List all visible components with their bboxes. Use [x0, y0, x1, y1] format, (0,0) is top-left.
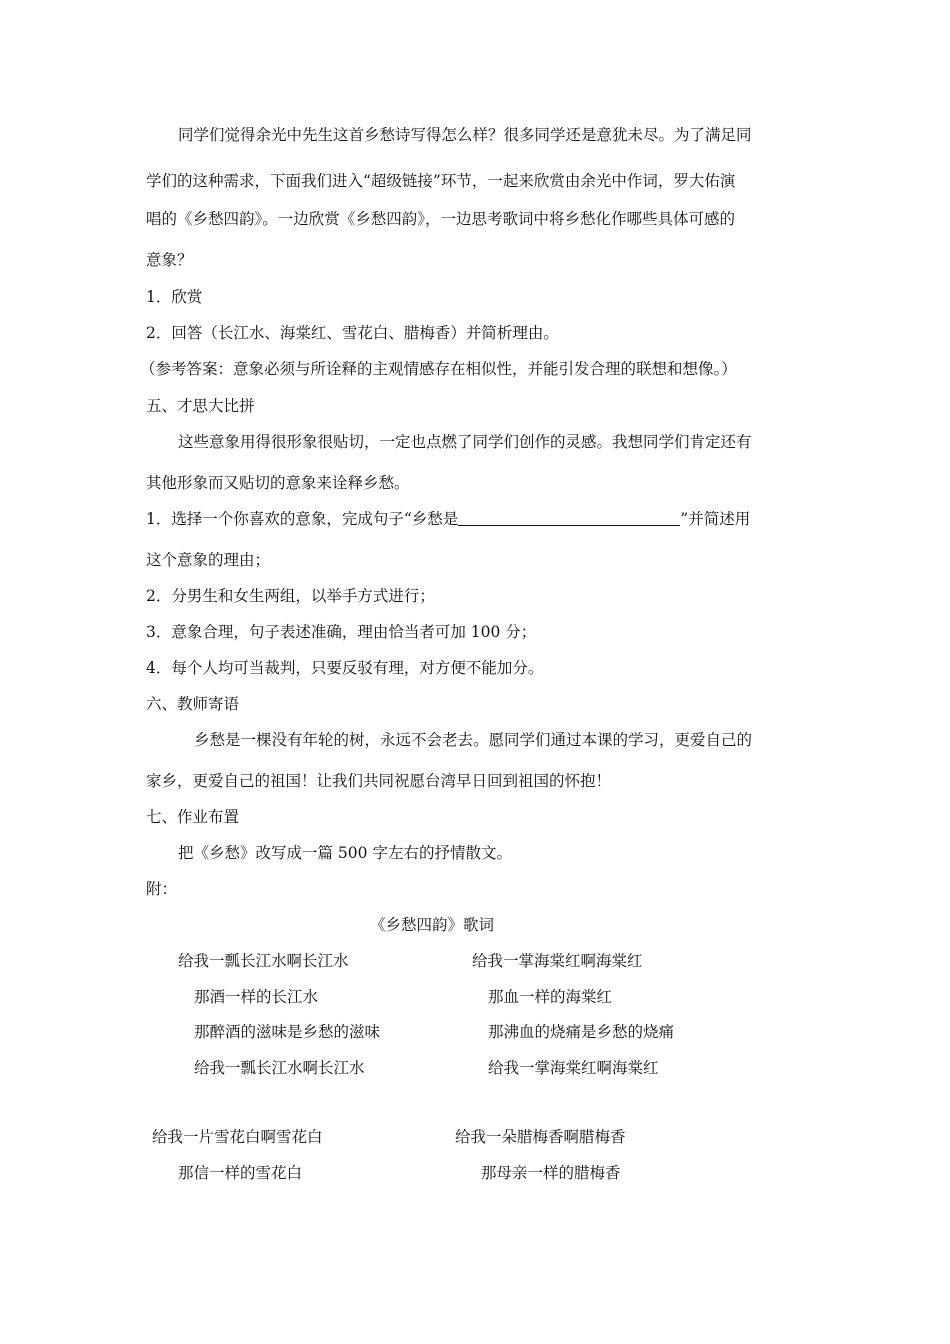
lyric-line: 给我一瓢长江水啊长江水	[194, 1059, 365, 1077]
lyric-line: 给我一掌海棠红啊海棠红	[488, 1059, 659, 1077]
lyric-line: 那母亲一样的腊梅香	[481, 1164, 621, 1182]
rule-item: 2．分男生和女生两组，以举手方式进行；	[146, 587, 435, 605]
appendix-label: 附：	[146, 880, 178, 898]
rule-text: 1．选择一个你喜欢的意象，完成句子“乡愁是	[146, 510, 459, 528]
lyric-line: 那沸血的烧痛是乡愁的烧痛	[488, 1023, 675, 1041]
section-paragraph-line: 把《乡愁》改写成一篇 500 字左右的抒情散文。	[178, 844, 512, 862]
intro-paragraph-line: 唱的《乡愁四韵》。一边欣赏《乡愁四韵》，一边思考歌词中将乡愁化作哪些具体可感的	[146, 210, 736, 228]
section-heading: 七、作业布置	[146, 808, 240, 826]
rule-item	[146, 509, 750, 529]
lyric-line: 那血一样的海棠红	[488, 988, 613, 1006]
lyric-line: 给我一片雪花白啊雪花白	[152, 1128, 323, 1146]
lyric-line: 那酒一样的长江水	[194, 988, 319, 1006]
section-paragraph-line: 乡愁是一棵没有年轮的树，永远不会老去。愿同学们通过本课的学习，更爱自己的	[194, 731, 753, 749]
rule-item: 4．每个人均可当裁判，只要反驳有理，对方便不能加分。	[146, 659, 544, 677]
rule-item: 3．意象合理，句子表述准确，理由恰当者可加 100 分；	[146, 623, 537, 641]
lyric-line: 那信一样的雪花白	[178, 1164, 303, 1182]
fill-in-blank	[458, 509, 680, 526]
step-item: 1．欣赏	[146, 288, 203, 306]
intro-paragraph-line: 同学们觉得余光中先生这首乡愁诗写得怎么样？很多同学还是意犹未尽。为了满足同	[178, 126, 752, 144]
step-item: 2．回答（长江水、海棠红、雪花白、腊梅香）并简析理由。	[146, 324, 559, 342]
reference-answer: （参考答案：意象必须与所诠释的主观情感存在相似性，并能引发合理的联想和想像。）	[140, 360, 737, 378]
lyric-line: 给我一掌海棠红啊海棠红	[472, 952, 643, 970]
section-paragraph-line: 这些意象用得很形象很贴切，一定也点燃了同学们创作的灵感。我想同学们肯定还有	[178, 433, 752, 451]
intro-paragraph-line: 学们的这种需求，下面我们进入“超级链接”环节，一起来欣赏由余光中作词，罗大佑演	[146, 172, 736, 190]
rule-text: ”并简述用	[680, 510, 751, 528]
section-heading: 五、才思大比拼	[146, 397, 255, 415]
rule-item: 这个意象的理由；	[146, 551, 271, 569]
lyric-line: 那醉酒的滋味是乡愁的滋味	[194, 1023, 381, 1041]
section-paragraph-line: 其他形象而又贴切的意象来诠释乡愁。	[146, 474, 410, 492]
section-heading: 六、教师寄语	[146, 695, 240, 713]
intro-paragraph-line: 意象？	[146, 251, 193, 269]
section-paragraph-line: 家乡，更爱自己的祖国！让我们共同祝愿台湾早日回到祖国的怀抱！	[146, 772, 612, 790]
lyric-line: 给我一瓢长江水啊长江水	[178, 952, 349, 970]
lyric-line: 给我一朵腊梅香啊腊梅香	[455, 1128, 626, 1146]
song-title: 《乡愁四韵》歌词	[370, 916, 495, 934]
